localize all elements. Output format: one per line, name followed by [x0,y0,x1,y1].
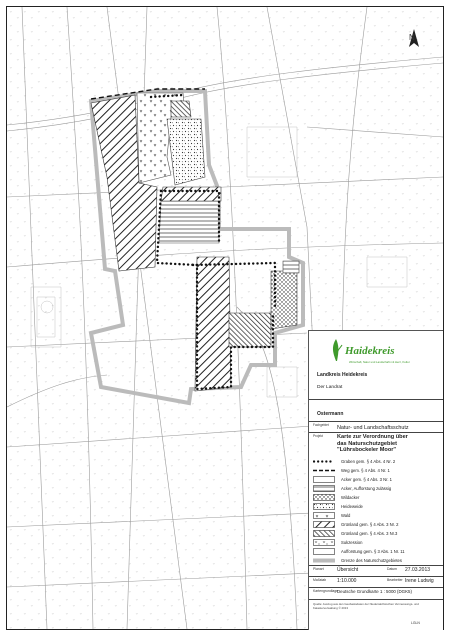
author: Irene Ludwig [405,578,434,584]
logo-subtitle: Wirtschaft, Natur und Landschaft mit Herz, Kultur [349,360,410,364]
legend-item: Sukzession [311,538,441,547]
landrat-label: Der Landrat [317,385,343,390]
legend-item: Aufforstung gem. § 3 Abs. 1 Nr. 11 [311,547,441,556]
heidekreis-logo [329,337,439,367]
projekt-caption: Projekt [313,434,323,438]
fachgebiet-caption: Fachgebiet [313,423,329,427]
data-source: Quelle: Auszug aus den Geobasisdaten der Niedersächsischen Vermessungs- und Katasterverwaltung © 2013 [313,602,419,610]
legend-panel: Haidekreis Wirtschaft, Natur und Landschaft mit Herz, Kultur Landkreis Heidekreis Der Landrat Ostermann Fachgebiet Natur- und Landschaftsschutz Projekt Karte zur Verordnung über das Naturschutzgebiet "Lührsbockeler Moor" Graben gem. § 4 Abs. 4 Nr. 2 Weg gem. § 4 Abs. 4 Nr. 1 Acker gem. § 4 Abs. 3 Nr. 1 Acker, Aufforstung zulässig Wildacker Heideweide Wald Grünland gem. § 4 Abs. 3 Nr. 2 Grünland gem. § 4 Abs. 3 Nr.3 Sukzession Aufforstung gem. § 3 Abs. 1 Nr. 11 Grenze des Naturschutzgebietes Planart Übersicht Datum 27.03.2013 Maßstab 1:10.000 Bearbeiter Irene Ludwig Kartengrundlage Deutsche Grundkarte 1 : 5000 (DGK5) Quelle: Auszug aus den Geobasisdaten der Niedersächsischen Vermessungs- und Katasterverwaltung © 2013 LGLN [308,330,443,630]
authority-name: Landkreis Heidekreis [317,372,368,378]
map-title: Karte zur Verordnung über das Naturschutzgebiet "Lührsbockeler Moor" [337,434,408,454]
fachgebiet-value: Natur- und Landschaftsschutz [337,425,409,431]
tree-logo-icon [329,337,343,361]
legend-item: Heideweide [311,502,441,511]
legend-item: Grenze des Naturschutzgebietes [311,556,441,565]
base-map: Deutsche Grundkarte 1 : 5000 (DGK5) [337,589,412,594]
lgln-logo: LGLN [411,621,420,625]
legend-item: Acker gem. § 4 Abs. 3 Nr. 1 [311,475,441,484]
legend-item: Grünland gem. § 4 Abs. 3 Nr. 2 [311,520,441,529]
north-label: N [409,33,415,42]
scale: 1:10.000 [337,578,357,584]
plan-date: 27.03.2013 [405,567,431,573]
logo-text: Haidekreis [345,345,395,357]
legend-item: Graben gem. § 4 Abs. 4 Nr. 2 [341,458,396,464]
legend-item: Wildacker [311,493,441,502]
legend-item: Grünland gem. § 4 Abs. 3 Nr.3 [311,529,441,538]
plan-type: Übersicht [337,567,359,573]
legend-item: Weg gem. § 4 Abs. 4 Nr. 1 [341,467,390,473]
gruenland-parcel-south[interactable] [195,257,231,391]
legend-item: Acker, Aufforstung zulässig [311,484,441,493]
legend-item: Wald [311,511,441,520]
signatory-name: Ostermann [317,411,344,417]
